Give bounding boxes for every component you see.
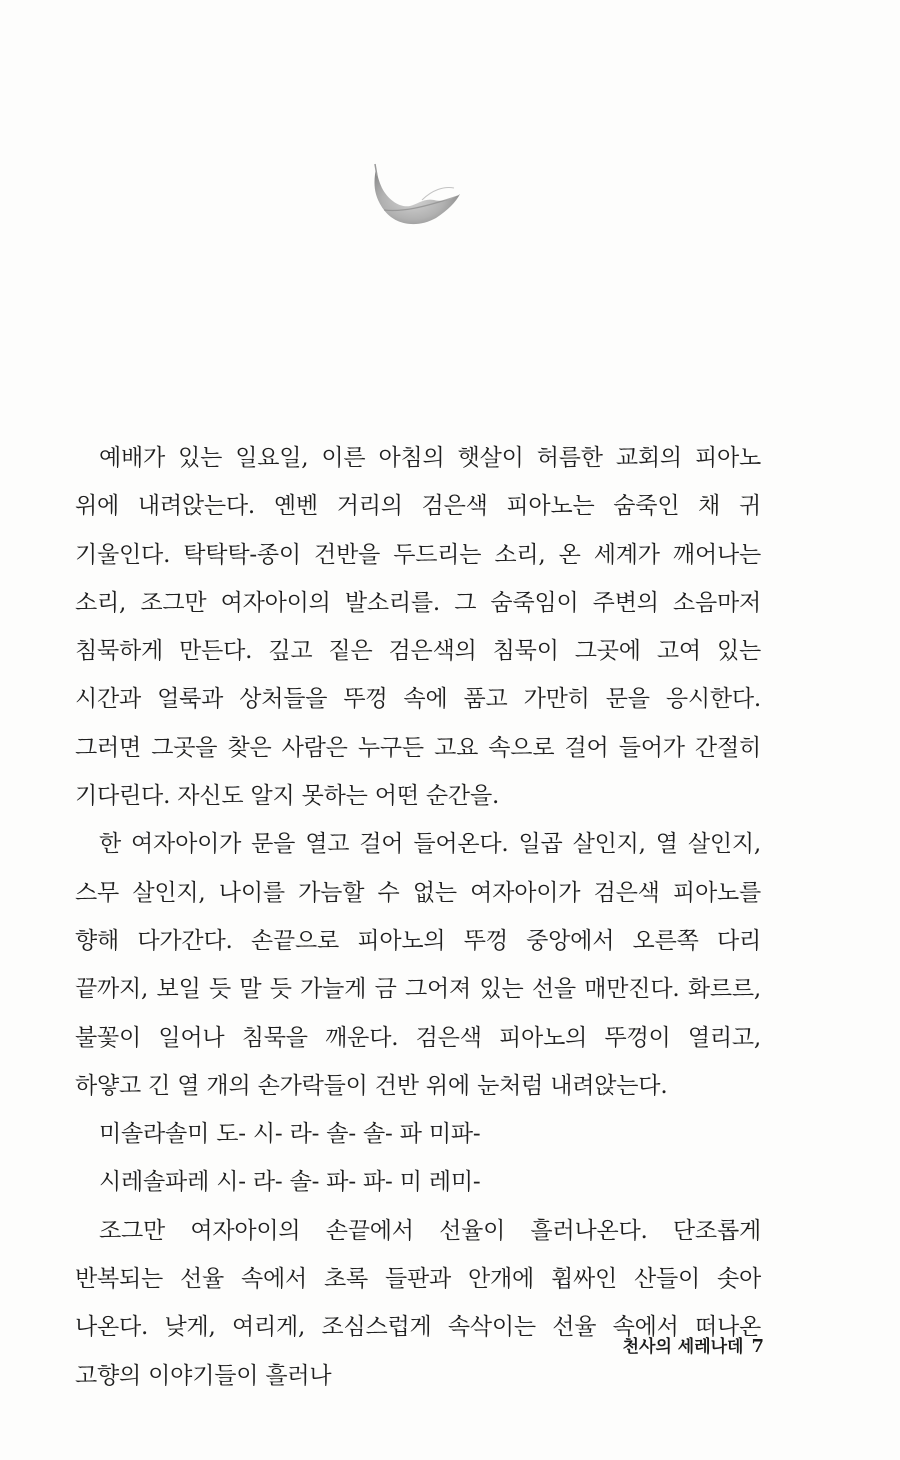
- body-text: [75, 434, 761, 1400]
- page-number: 7: [751, 1336, 764, 1357]
- paragraph-2: 한 여자아이가 문을 열고 걸어 들어온다. 일곱 살인지, 열 살인지, 스무 살인지, 나이를 가늠할 수 없는 여자아이가 검은색 피아노를 향해 다가간다. 손끝으로 피아노의 뚜껑 중앙에서 오른쪽 다리 끝까지, 보일 듯 말 듯 가늘게 금 그어져 있는 선을 매만진다. 화르르, 불꽃이 일어나 침묵을 깨운다. 검은색 피아노의 뚜껑이 열리고, 하얗고 긴 열 개의 손가락들이 건반 위에 눈처럼 내려앉는다.: [75, 831, 761, 1099]
- book-title: 천사의 세레나데: [622, 1337, 744, 1357]
- paragraph-melody-2: 시레솔파레 시- 라- 솔- 파- 파- 미 레미-: [99, 1169, 481, 1196]
- feather-icon: [362, 160, 472, 240]
- paragraph-3: 조그만 여자아이의 손끝에서 선율이 흘러나온다. 단조롭게 반복되는 선율 속에서 초록 들판과 안개에 휩싸인 산들이 솟아 나온다. 낮게, 여리게, 조심스럽게 속삭이는 선율 속에서 떠나온 고향의 이야기들이 흘러나: [75, 1217, 761, 1389]
- running-footer: [623, 1332, 764, 1357]
- paragraph-melody-1: 미솔라솔미 도- 시- 라- 솔- 솔- 파 미파-: [99, 1121, 481, 1148]
- paragraph-1: 예배가 있는 일요일, 이른 아침의 햇살이 허름한 교회의 피아노 위에 내려앉는다. 옌벤 거리의 검은색 피아노는 숨죽인 채 귀 기울인다. 탁탁탁-종이 건반을 두드리는 소리, 온 세계가 깨어나는 소리, 조그만 여자아이의 발소리를. 그 숨죽임이 주변의 소음마저 침묵하게 만든다. 깊고 짙은 검은색의 침묵이 그곳에 고여 있는 시간과 얼룩과 상처들을 뚜껑 속에 품고 가만히 문을 응시한다. 그러면 그곳을 찾은 사람은 누구든 고요 속으로 걸어 들어가 간절히 기다린다. 자신도 알지 못하는 어떤 순간을.: [75, 445, 761, 810]
